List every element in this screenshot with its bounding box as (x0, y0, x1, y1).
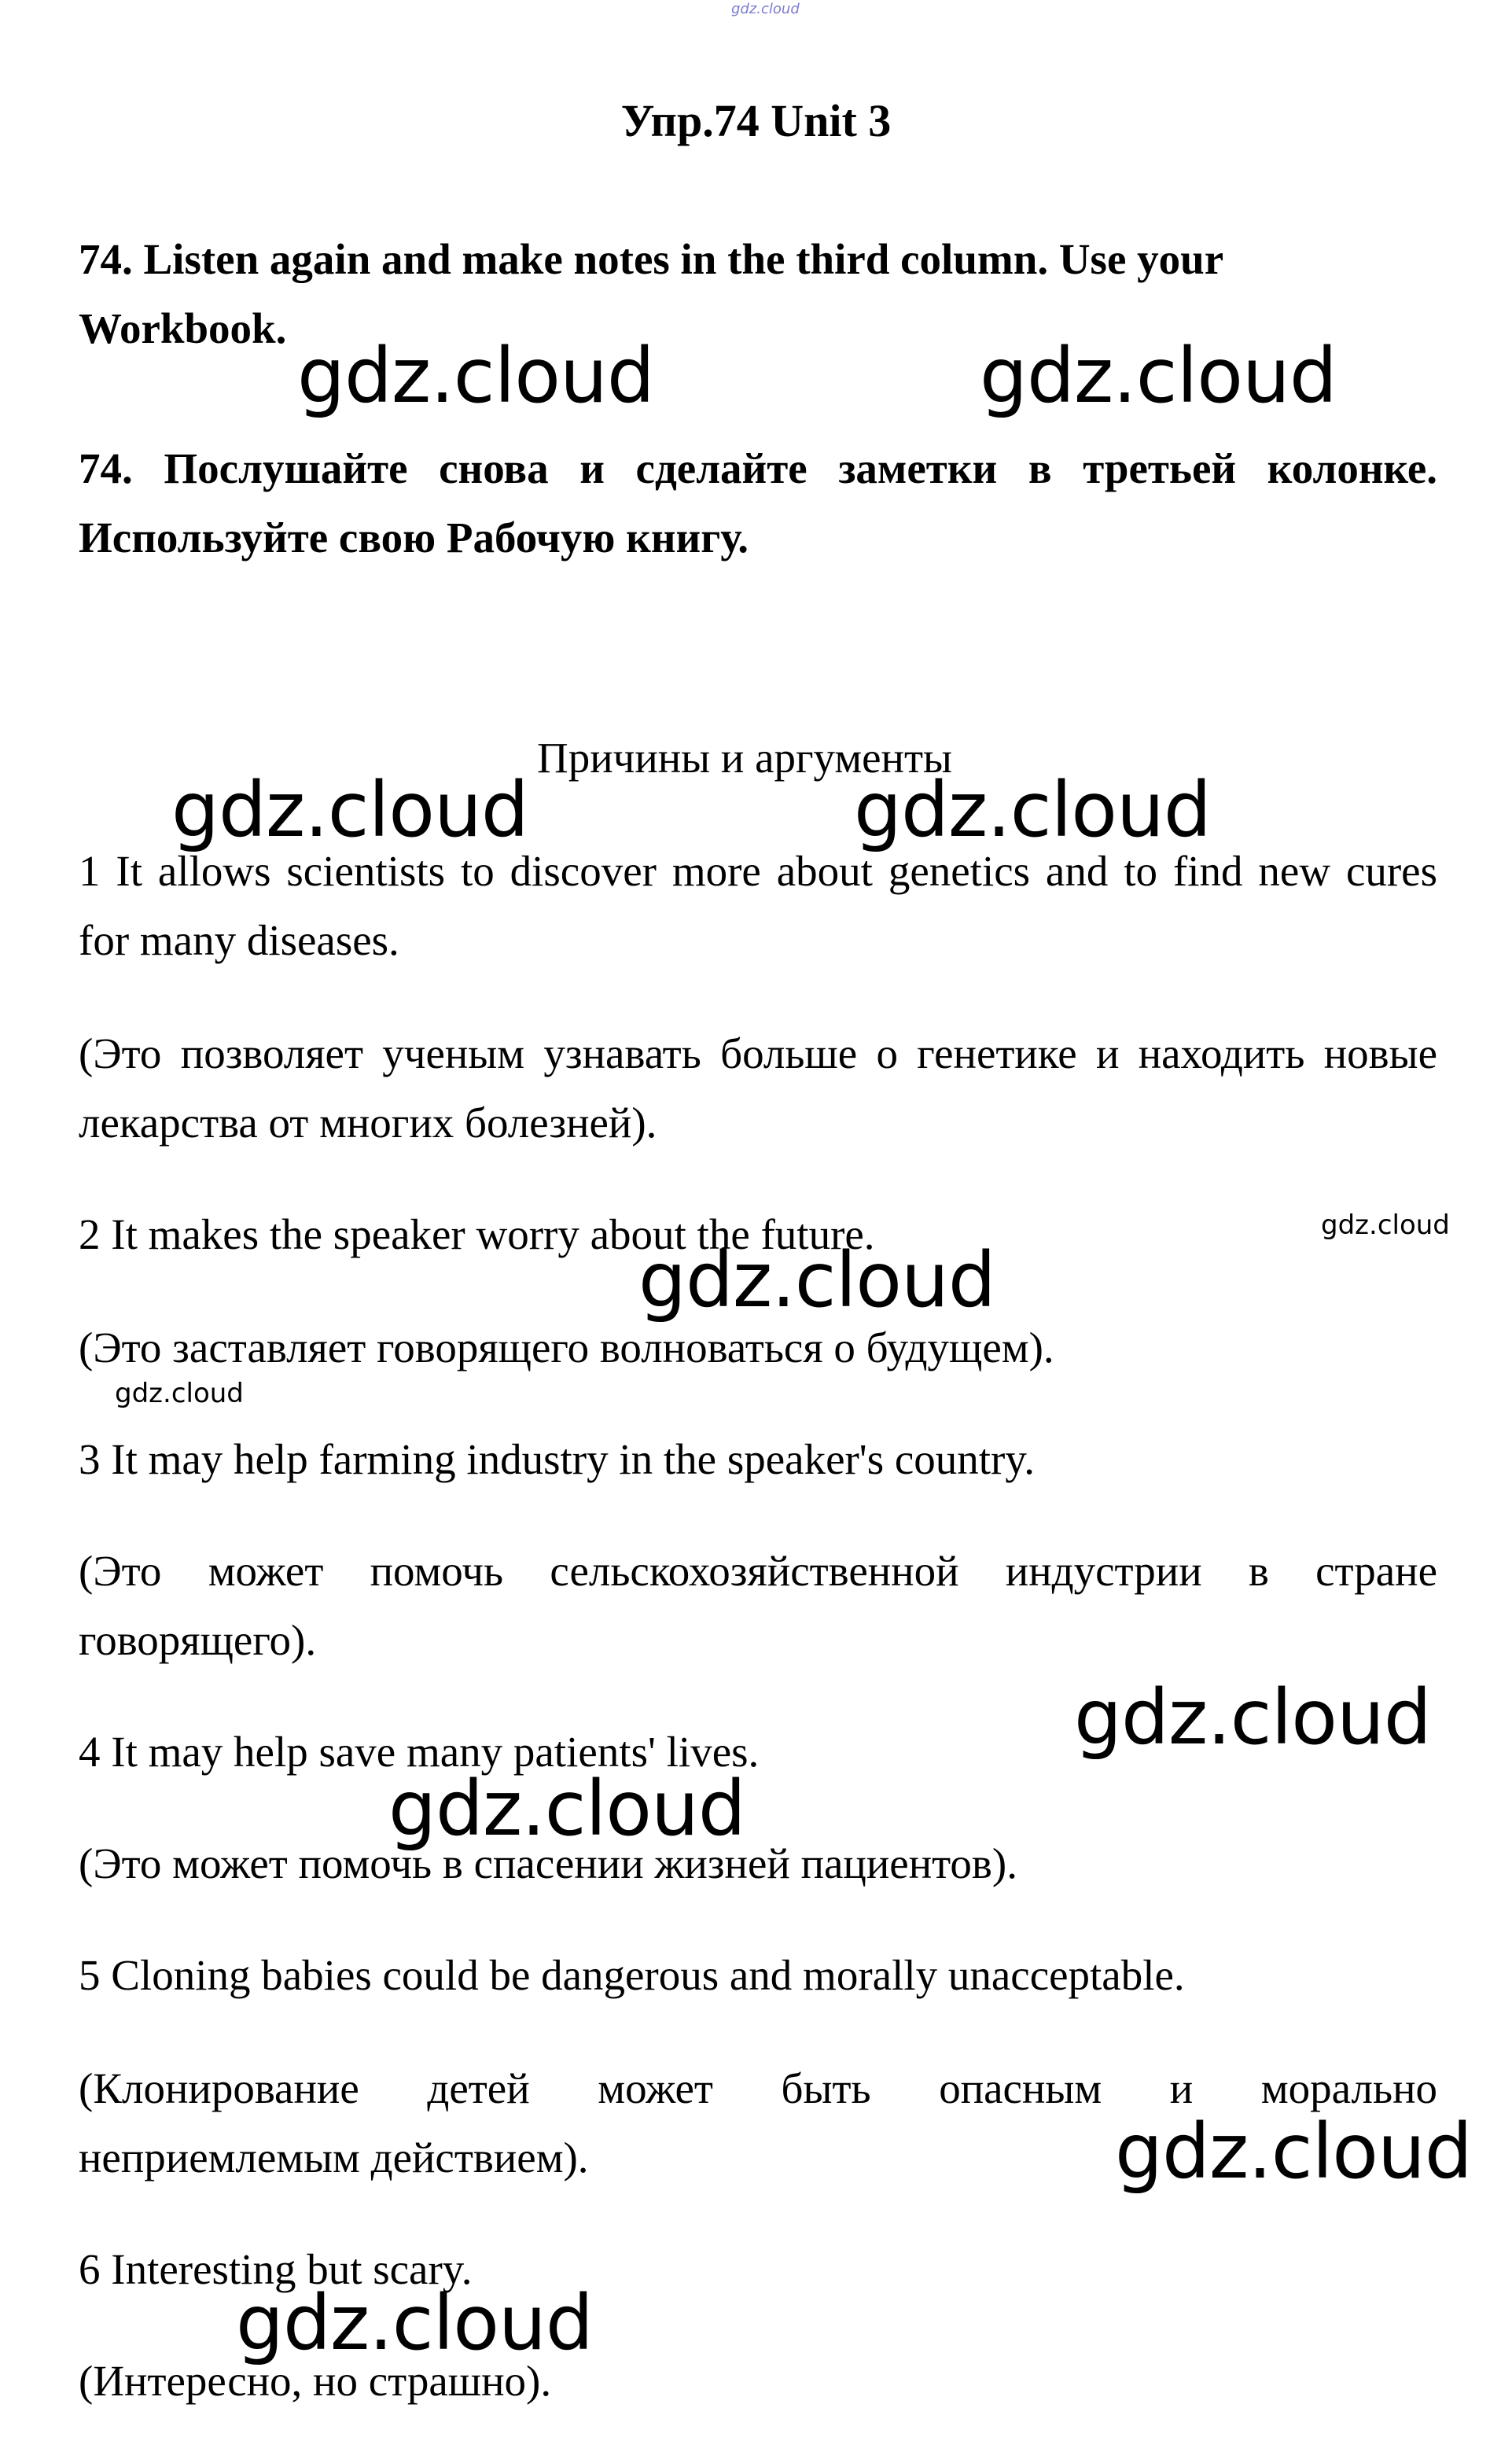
answer-6-en: 6 Interesting but scary. (79, 2245, 473, 2293)
answer-4-en: 4 It may help save many patients' lives. (79, 1728, 760, 1776)
answer-5-en: 5 Cloning babies could be dangerous and morally unacceptable. (79, 1951, 1185, 1999)
answer-1-ru-line2: лекарства от многих болезней). (79, 1099, 657, 1147)
answer-3-ru-line2: говорящего). (79, 1616, 317, 1664)
task-en-line2: Workbook. (79, 304, 287, 352)
answer-2-en: 2 It makes the speaker worry about the future. (79, 1210, 875, 1258)
answer-5-ru-line2: неприемлемым действием). (79, 2134, 589, 2181)
site-label-top: gdz.cloud (731, 1, 800, 17)
watermark: gdz.cloud (638, 1236, 995, 1324)
watermark: gdz.cloud (171, 766, 528, 854)
answer-1-en-line2: for many diseases. (79, 916, 399, 964)
watermark: gdz.cloud (854, 766, 1211, 854)
watermark: gdz.cloud (236, 2279, 593, 2367)
watermark-small: gdz.cloud (115, 1378, 244, 1409)
task-en-line1: 74. Listen again and make notes in the third column. Use your (79, 235, 1224, 283)
watermark: gdz.cloud (297, 332, 654, 420)
answer-6-ru: (Интересно, но страшно). (79, 2357, 552, 2405)
answer-5-ru-line1: (Клонирование детей может быть опасным и морально (79, 2064, 1437, 2112)
watermark: gdz.cloud (1115, 2108, 1472, 2196)
answer-2-ru: (Это заставляет говорящего волноваться о будущем). (79, 1324, 1054, 1371)
answer-3-ru-line1: (Это может помочь сельскохозяйственной индустрии в стране (79, 1547, 1437, 1595)
answer-1-ru-line1: (Это позволяет ученым узнавать больше о генетике и находить новые (79, 1029, 1437, 1077)
answer-1-en-line1: 1 It allows scientists to discover more about genetics and to find new cures (79, 847, 1437, 895)
watermark: gdz.cloud (1074, 1673, 1431, 1762)
answer-3-en: 3 It may help farming industry in the speaker's country. (79, 1435, 1036, 1483)
section-title: Причины и аргументы (537, 734, 952, 782)
page-title: Упр.74 Unit 3 (620, 95, 892, 146)
answer-4-ru: (Это может помочь в спасении жизней пациентов). (79, 1839, 1017, 1887)
watermark-small: gdz.cloud (1321, 1209, 1450, 1241)
task-ru-line1: 74. Послушайте снова и сделайте заметки в третьей колонке. (79, 444, 1437, 492)
task-ru-line2: Используйте свою Рабочую книгу. (79, 514, 749, 561)
watermark: gdz.cloud (388, 1765, 745, 1853)
watermark: gdz.cloud (980, 332, 1337, 420)
